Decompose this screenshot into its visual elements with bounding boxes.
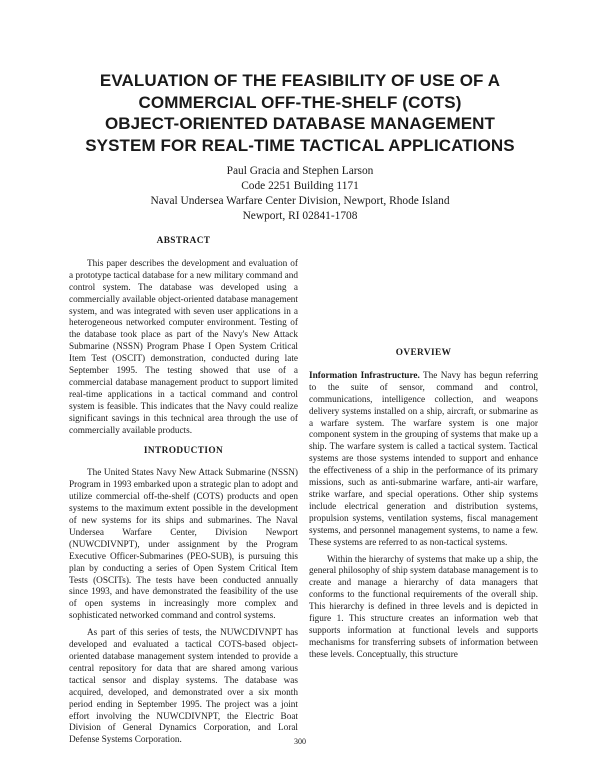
author-names: Paul Gracia and Stephen Larson — [226, 165, 374, 177]
introduction-paragraph-1: The United States Navy New Attack Submarine (NSSN) Program in 1993 embarked upon a strategic plan to adopt and utilize commercial off-the-shelf (COTS) products and open systems to the maximum extent possible in the development of new systems for its ships and submarines. The Naval Undersea Warfare Center, Division Newport (NUWCDIVNPT), under assignment by the Program Executive Officer-Submarines (PEO-SUB), is pursuing this plan by conducting a series of Open System Critical Item Tests (OSCITs). The tests have been conducted annually since 1993, and have demonstrated the feasibility of the use of open systems in increasingly more complex and sophisticated networked command and control systems. — [69, 468, 298, 622]
author-city: Newport, RI 02841-1708 — [242, 210, 358, 222]
right-column — [309, 236, 538, 667]
page-number: 300 — [294, 737, 306, 746]
left-column — [69, 236, 298, 752]
title-line-4: SYSTEM FOR REAL-TIME TACTICAL APPLICATIONS — [85, 135, 515, 155]
author-block — [60, 164, 540, 224]
paper-title — [60, 70, 540, 156]
overview-paragraph-1-text: The Navy has begun referring to the suite of sensor, command and control, communications, intelligence collection, and weapons delivery systems installed on a ship, aircraft, or submarine as a warfare system. The warfare system is one major component system in the grouping of systems that make up a ship. The warfare system is called a tactical system. Tactical systems are those systems intended to support and enhance the effectiveness of a ship in the performance of its primary missions, such as anti-submarine warfare, anti-air warfare, strike warfare, and special operations. Other ship systems include electrical generation and distribution systems, propulsion systems, ventilation systems, fiscal management systems, and personnel management systems, to name a few. These systems are referred to as non-tactical systems. — [309, 370, 538, 548]
introduction-heading: INTRODUCTION — [143, 445, 224, 456]
abstract-text: This paper describes the development and evaluation of a prototype tactical database for a new military command and control system. The database was developed using a commercially available object-oriented database management system, and was integrated with seven user applications in a heterogeneous networked computer environment. Testing of the database took place as part of the Navy's New Attack Submarine (NSSN) Program Phase I Open System Critical Item Test (OSCIT) demonstration, conducted during late September 1995. The testing showed that use of a commercial database management product to support limited real-time applications in a tactical command and control system is feasible. This indicates that the Navy could realize significant savings in this technical area through the use of commercially available products. — [69, 258, 298, 436]
author-organization: Naval Undersea Warfare Center Division, Newport, Rhode Island — [150, 195, 450, 207]
title-line-1: EVALUATION OF THE FEASIBILITY OF USE OF A — [99, 71, 501, 90]
title-line-2: COMMERCIAL OFF-THE-SHELF (COTS) — [138, 92, 462, 112]
author-code: Code 2251 Building 1171 — [241, 180, 359, 192]
overview-heading: OVERVIEW — [395, 348, 452, 358]
abstract-heading: ABSTRACT — [156, 236, 211, 246]
overview-runin-heading: Information Infrastructure. — [309, 370, 420, 381]
title-line-3: OBJECT-ORIENTED DATABASE MANAGEMENT — [104, 114, 496, 133]
introduction-paragraph-2: As part of this series of tests, the NUWCDIVNPT has developed and evaluated a tactical COTS-based object-oriented database management system intended to provide a central repository for data that are shared among various tactical sensor and display systems. The database was acquired, developed, and demonstrated over a six month period ending in September 1995. The project was a joint effort involving the NUWCDIVNPT, the Electric Boat Division of General Dynamics Corporation, and Loral Defense Systems Corporation. — [69, 628, 298, 746]
overview-paragraph-2: Within the hierarchy of systems that make up a ship, the general philosophy of ship system database management is to create and manage a hierarchy of data managers that conforms to the functional requirements of the overall ship. This hierarchy is defined in three levels and is depicted in figure 1. This structure creates an information web that supports information at functional levels and supports mechanisms for transferring subsets of information between these levels. Conceptually, this structure — [309, 554, 538, 660]
overview-paragraph-1 — [309, 371, 538, 550]
